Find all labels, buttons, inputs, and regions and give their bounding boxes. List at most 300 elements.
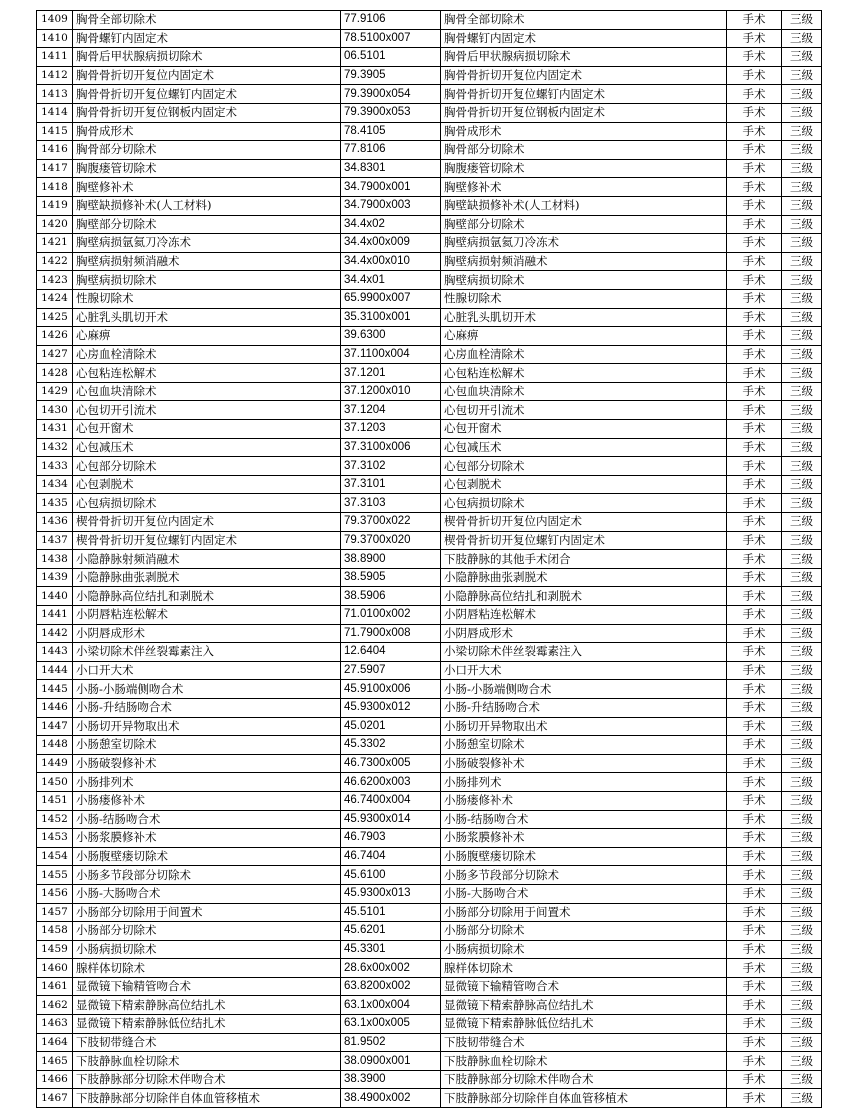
table-row [37,624,822,643]
grade-cell: 三级 [782,736,822,755]
category-cell: 手术 [727,829,782,848]
table-row [37,531,822,550]
grade-cell: 三级 [782,103,822,122]
table-row [37,85,822,104]
table-row [37,196,822,215]
procedure-name-cell: 楔骨骨折切开复位螺钉内固定术 [73,531,341,550]
procedure-name-cell: 胸骨螺钉内固定术 [73,29,341,48]
procedure-name-cell: 小肠-大肠吻合术 [73,884,341,903]
category-cell: 手术 [727,1033,782,1052]
category-cell: 手术 [727,513,782,532]
procedure-code-cell: 79.3900x054 [341,85,441,104]
procedure-name-cell: 心包剥脱术 [73,475,341,494]
table-row [37,550,822,569]
procedure-name-cell: 小肠部分切除用于间置术 [73,903,341,922]
procedure-name-cell: 小肠瘘修补术 [73,791,341,810]
grade-cell: 三级 [782,494,822,513]
row-number-cell: 1455 [37,866,73,885]
table-row [37,1070,822,1089]
procedure-name-cell: 显微镜下精索静脉高位结扎术 [73,996,341,1015]
grade-cell: 三级 [782,531,822,550]
row-number-cell: 1410 [37,29,73,48]
category-cell: 手术 [727,29,782,48]
grade-cell: 三级 [782,810,822,829]
category-cell: 手术 [727,215,782,234]
category-cell: 手术 [727,773,782,792]
table-row [37,754,822,773]
category-cell: 手术 [727,1052,782,1071]
procedure-code-cell: 63.1x00x005 [341,1015,441,1034]
category-cell: 手术 [727,587,782,606]
procedure-name-cell: 小肠-小肠端侧吻合术 [73,680,341,699]
row-number-cell: 1444 [37,661,73,680]
standard-name-cell: 小肠排列术 [441,773,727,792]
grade-cell: 三级 [782,568,822,587]
standard-name-cell: 下肢静脉血栓切除术 [441,1052,727,1071]
grade-cell: 三级 [782,308,822,327]
grade-cell: 三级 [782,847,822,866]
standard-name-cell: 心脏乳头肌切开术 [441,308,727,327]
row-number-cell: 1429 [37,382,73,401]
standard-name-cell: 小肠腹壁瘘切除术 [441,847,727,866]
category-cell: 手术 [727,457,782,476]
standard-name-cell: 小肠病损切除术 [441,940,727,959]
category-cell: 手术 [727,922,782,941]
procedure-code-cell: 37.1203 [341,420,441,439]
procedure-code-cell: 38.5906 [341,587,441,606]
procedure-code-cell: 37.1204 [341,401,441,420]
category-cell: 手术 [727,289,782,308]
table-row [37,494,822,513]
category-cell: 手术 [727,382,782,401]
procedure-code-cell: 34.4x00x010 [341,252,441,271]
table-row [37,773,822,792]
procedure-code-cell: 34.7900x003 [341,196,441,215]
grade-cell: 三级 [782,234,822,253]
grade-cell: 三级 [782,680,822,699]
procedure-name-cell: 小肠浆膜修补术 [73,829,341,848]
standard-name-cell: 显微镜下输精管吻合术 [441,977,727,996]
category-cell: 手术 [727,234,782,253]
category-cell: 手术 [727,624,782,643]
category-cell: 手术 [727,327,782,346]
row-number-cell: 1458 [37,922,73,941]
category-cell: 手术 [727,1070,782,1089]
table-row [37,420,822,439]
standard-name-cell: 胸壁缺损修补术(人工材料) [441,196,727,215]
procedure-code-cell: 45.0201 [341,717,441,736]
category-cell: 手术 [727,977,782,996]
grade-cell: 三级 [782,754,822,773]
procedure-name-cell: 性腺切除术 [73,289,341,308]
row-number-cell: 1440 [37,587,73,606]
procedure-table [36,10,822,1108]
procedure-code-cell: 28.6x00x002 [341,959,441,978]
grade-cell: 三级 [782,1052,822,1071]
standard-name-cell: 腺样体切除术 [441,959,727,978]
standard-name-cell: 胸腹瘘管切除术 [441,159,727,178]
category-cell: 手术 [727,959,782,978]
category-cell: 手术 [727,475,782,494]
standard-name-cell: 胸骨骨折切开复位螺钉内固定术 [441,85,727,104]
row-number-cell: 1419 [37,196,73,215]
grade-cell: 三级 [782,624,822,643]
procedure-name-cell: 胸骨骨折切开复位钢板内固定术 [73,103,341,122]
procedure-name-cell: 胸壁病损射频消融术 [73,252,341,271]
table-row [37,271,822,290]
grade-cell: 三级 [782,401,822,420]
table-row [37,866,822,885]
grade-cell: 三级 [782,587,822,606]
table-row [37,568,822,587]
standard-name-cell: 楔骨骨折切开复位螺钉内固定术 [441,531,727,550]
category-cell: 手术 [727,196,782,215]
table-row [37,475,822,494]
grade-cell: 三级 [782,922,822,941]
category-cell: 手术 [727,847,782,866]
category-cell: 手术 [727,364,782,383]
standard-name-cell: 胸骨螺钉内固定术 [441,29,727,48]
procedure-code-cell: 45.9300x012 [341,698,441,717]
procedure-name-cell: 小肠部分切除术 [73,922,341,941]
grade-cell: 三级 [782,1070,822,1089]
grade-cell: 三级 [782,717,822,736]
table-row [37,382,822,401]
grade-cell: 三级 [782,29,822,48]
row-number-cell: 1464 [37,1033,73,1052]
category-cell: 手术 [727,884,782,903]
table-row [37,698,822,717]
procedure-name-cell: 胸骨骨折切开复位内固定术 [73,66,341,85]
standard-name-cell: 心麻痹 [441,327,727,346]
standard-name-cell: 胸骨全部切除术 [441,11,727,30]
grade-cell: 三级 [782,178,822,197]
table-row [37,122,822,141]
procedure-name-cell: 胸壁修补术 [73,178,341,197]
procedure-code-cell: 45.6201 [341,922,441,941]
row-number-cell: 1430 [37,401,73,420]
procedure-code-cell: 37.3100x006 [341,438,441,457]
standard-name-cell: 性腺切除术 [441,289,727,308]
standard-name-cell: 小隐静脉曲张剥脱术 [441,568,727,587]
grade-cell: 三级 [782,643,822,662]
category-cell: 手术 [727,141,782,160]
procedure-name-cell: 小肠破裂修补术 [73,754,341,773]
standard-name-cell: 胸壁病损氩氦刀冷冻术 [441,234,727,253]
table-row [37,791,822,810]
grade-cell: 三级 [782,940,822,959]
procedure-code-cell: 37.1100x004 [341,345,441,364]
row-number-cell: 1426 [37,327,73,346]
standard-name-cell: 心包剥脱术 [441,475,727,494]
grade-cell: 三级 [782,1089,822,1108]
procedure-name-cell: 心包病损切除术 [73,494,341,513]
grade-cell: 三级 [782,550,822,569]
procedure-code-cell: 46.7903 [341,829,441,848]
category-cell: 手术 [727,159,782,178]
table-row [37,661,822,680]
row-number-cell: 1467 [37,1089,73,1108]
grade-cell: 三级 [782,457,822,476]
table-row [37,252,822,271]
procedure-table-body [37,11,822,1108]
standard-name-cell: 心房血栓清除术 [441,345,727,364]
procedure-name-cell: 小肠-升结肠吻合术 [73,698,341,717]
table-row [37,587,822,606]
standard-name-cell: 小肠多节段部分切除术 [441,866,727,885]
standard-name-cell: 小肠-升结肠吻合术 [441,698,727,717]
standard-name-cell: 小阴唇成形术 [441,624,727,643]
standard-name-cell: 显微镜下精索静脉高位结扎术 [441,996,727,1015]
procedure-name-cell: 心包开窗术 [73,420,341,439]
category-cell: 手术 [727,550,782,569]
row-number-cell: 1412 [37,66,73,85]
procedure-name-cell: 小肠-结肠吻合术 [73,810,341,829]
grade-cell: 三级 [782,66,822,85]
procedure-name-cell: 小肠腹壁瘘切除术 [73,847,341,866]
standard-name-cell: 下肢静脉部分切除术伴吻合术 [441,1070,727,1089]
standard-name-cell: 小梁切除术伴丝裂霉素注入 [441,643,727,662]
procedure-name-cell: 小肠排列术 [73,773,341,792]
grade-cell: 三级 [782,327,822,346]
procedure-code-cell: 12.6404 [341,643,441,662]
category-cell: 手术 [727,66,782,85]
row-number-cell: 1425 [37,308,73,327]
standard-name-cell: 胸壁修补术 [441,178,727,197]
row-number-cell: 1457 [37,903,73,922]
procedure-code-cell: 27.5907 [341,661,441,680]
row-number-cell: 1466 [37,1070,73,1089]
table-row [37,215,822,234]
procedure-code-cell: 77.9106 [341,11,441,30]
grade-cell: 三级 [782,959,822,978]
row-number-cell: 1438 [37,550,73,569]
procedure-code-cell: 78.4105 [341,122,441,141]
procedure-name-cell: 心包减压术 [73,438,341,457]
procedure-code-cell: 38.4900x002 [341,1089,441,1108]
procedure-code-cell: 37.1200x010 [341,382,441,401]
row-number-cell: 1422 [37,252,73,271]
grade-cell: 三级 [782,884,822,903]
category-cell: 手术 [727,11,782,30]
row-number-cell: 1439 [37,568,73,587]
procedure-code-cell: 34.4x00x009 [341,234,441,253]
standard-name-cell: 小肠部分切除用于间置术 [441,903,727,922]
grade-cell: 三级 [782,903,822,922]
row-number-cell: 1414 [37,103,73,122]
row-number-cell: 1459 [37,940,73,959]
table-row [37,847,822,866]
category-cell: 手术 [727,606,782,625]
grade-cell: 三级 [782,866,822,885]
procedure-name-cell: 小肠憩室切除术 [73,736,341,755]
procedure-name-cell: 下肢韧带缝合术 [73,1033,341,1052]
category-cell: 手术 [727,271,782,290]
category-cell: 手术 [727,252,782,271]
procedure-code-cell: 78.5100x007 [341,29,441,48]
table-row [37,11,822,30]
procedure-name-cell: 小梁切除术伴丝裂霉素注入 [73,643,341,662]
procedure-name-cell: 胸骨后甲状腺病损切除术 [73,48,341,67]
standard-name-cell: 胸骨部分切除术 [441,141,727,160]
standard-name-cell: 小肠-结肠吻合术 [441,810,727,829]
procedure-name-cell: 心包血块清除术 [73,382,341,401]
procedure-name-cell: 小阴唇粘连松解术 [73,606,341,625]
standard-name-cell: 胸壁部分切除术 [441,215,727,234]
grade-cell: 三级 [782,345,822,364]
procedure-code-cell: 45.9300x013 [341,884,441,903]
table-row [37,959,822,978]
standard-name-cell: 小肠切开异物取出术 [441,717,727,736]
procedure-code-cell: 45.6100 [341,866,441,885]
standard-name-cell: 下肢韧带缝合术 [441,1033,727,1052]
category-cell: 手术 [727,420,782,439]
table-row [37,234,822,253]
standard-name-cell: 下肢静脉部分切除伴自体血管移植术 [441,1089,727,1108]
row-number-cell: 1411 [37,48,73,67]
grade-cell: 三级 [782,271,822,290]
procedure-code-cell: 34.7900x001 [341,178,441,197]
table-row [37,48,822,67]
procedure-name-cell: 小隐静脉曲张剥脱术 [73,568,341,587]
table-row [37,308,822,327]
procedure-code-cell: 81.9502 [341,1033,441,1052]
procedure-code-cell: 79.3700x022 [341,513,441,532]
procedure-code-cell: 46.6200x003 [341,773,441,792]
category-cell: 手术 [727,643,782,662]
procedure-name-cell: 下肢静脉部分切除术伴吻合术 [73,1070,341,1089]
procedure-code-cell: 46.7400x004 [341,791,441,810]
category-cell: 手术 [727,308,782,327]
procedure-code-cell: 63.8200x002 [341,977,441,996]
grade-cell: 三级 [782,475,822,494]
category-cell: 手术 [727,866,782,885]
row-number-cell: 1417 [37,159,73,178]
procedure-code-cell: 45.3302 [341,736,441,755]
table-row [37,289,822,308]
grade-cell: 三级 [782,364,822,383]
procedure-name-cell: 心包部分切除术 [73,457,341,476]
table-row [37,680,822,699]
procedure-name-cell: 胸壁病损氩氦刀冷冻术 [73,234,341,253]
row-number-cell: 1428 [37,364,73,383]
grade-cell: 三级 [782,196,822,215]
grade-cell: 三级 [782,159,822,178]
row-number-cell: 1461 [37,977,73,996]
table-row [37,66,822,85]
procedure-code-cell: 46.7300x005 [341,754,441,773]
row-number-cell: 1463 [37,1015,73,1034]
standard-name-cell: 小肠-小肠端侧吻合术 [441,680,727,699]
row-number-cell: 1434 [37,475,73,494]
table-row [37,1015,822,1034]
standard-name-cell: 小阴唇粘连松解术 [441,606,727,625]
procedure-name-cell: 下肢静脉血栓切除术 [73,1052,341,1071]
table-row [37,940,822,959]
procedure-code-cell: 45.3301 [341,940,441,959]
table-row [37,717,822,736]
table-row [37,29,822,48]
procedure-name-cell: 胸骨成形术 [73,122,341,141]
procedure-name-cell: 心包粘连松解术 [73,364,341,383]
grade-cell: 三级 [782,141,822,160]
table-row [37,884,822,903]
procedure-name-cell: 胸骨骨折切开复位螺钉内固定术 [73,85,341,104]
category-cell: 手术 [727,178,782,197]
procedure-code-cell: 38.8900 [341,550,441,569]
row-number-cell: 1452 [37,810,73,829]
row-number-cell: 1451 [37,791,73,810]
standard-name-cell: 小肠部分切除术 [441,922,727,941]
procedure-code-cell: 77.8106 [341,141,441,160]
standard-name-cell: 胸骨成形术 [441,122,727,141]
grade-cell: 三级 [782,977,822,996]
procedure-code-cell: 71.7900x008 [341,624,441,643]
row-number-cell: 1441 [37,606,73,625]
procedure-code-cell: 34.4x01 [341,271,441,290]
standard-name-cell: 心包部分切除术 [441,457,727,476]
procedure-name-cell: 腺样体切除术 [73,959,341,978]
table-row [37,457,822,476]
table-row [37,922,822,941]
procedure-code-cell: 38.0900x001 [341,1052,441,1071]
table-row [37,810,822,829]
procedure-code-cell: 37.1201 [341,364,441,383]
procedure-code-cell: 71.0100x002 [341,606,441,625]
category-cell: 手术 [727,85,782,104]
row-number-cell: 1421 [37,234,73,253]
row-number-cell: 1413 [37,85,73,104]
procedure-name-cell: 小口开大术 [73,661,341,680]
row-number-cell: 1465 [37,1052,73,1071]
grade-cell: 三级 [782,513,822,532]
table-row [37,829,822,848]
table-row [37,996,822,1015]
procedure-code-cell: 34.4x02 [341,215,441,234]
category-cell: 手术 [727,698,782,717]
procedure-name-cell: 小肠多节段部分切除术 [73,866,341,885]
table-row [37,513,822,532]
table-row [37,903,822,922]
grade-cell: 三级 [782,215,822,234]
procedure-name-cell: 胸骨部分切除术 [73,141,341,160]
procedure-code-cell: 45.9100x006 [341,680,441,699]
table-row [37,103,822,122]
procedure-code-cell: 65.9900x007 [341,289,441,308]
procedure-code-cell: 38.3900 [341,1070,441,1089]
standard-name-cell: 显微镜下精索静脉低位结扎术 [441,1015,727,1034]
procedure-name-cell: 胸壁部分切除术 [73,215,341,234]
procedure-code-cell: 37.3103 [341,494,441,513]
procedure-code-cell: 63.1x00x004 [341,996,441,1015]
category-cell: 手术 [727,754,782,773]
standard-name-cell: 心包开窗术 [441,420,727,439]
category-cell: 手术 [727,103,782,122]
procedure-code-cell: 79.3700x020 [341,531,441,550]
category-cell: 手术 [727,48,782,67]
procedure-name-cell: 胸腹瘘管切除术 [73,159,341,178]
standard-name-cell: 心包减压术 [441,438,727,457]
row-number-cell: 1431 [37,420,73,439]
row-number-cell: 1432 [37,438,73,457]
procedure-code-cell: 35.3100x001 [341,308,441,327]
category-cell: 手术 [727,438,782,457]
grade-cell: 三级 [782,698,822,717]
procedure-code-cell: 37.3101 [341,475,441,494]
table-row [37,401,822,420]
row-number-cell: 1418 [37,178,73,197]
category-cell: 手术 [727,680,782,699]
